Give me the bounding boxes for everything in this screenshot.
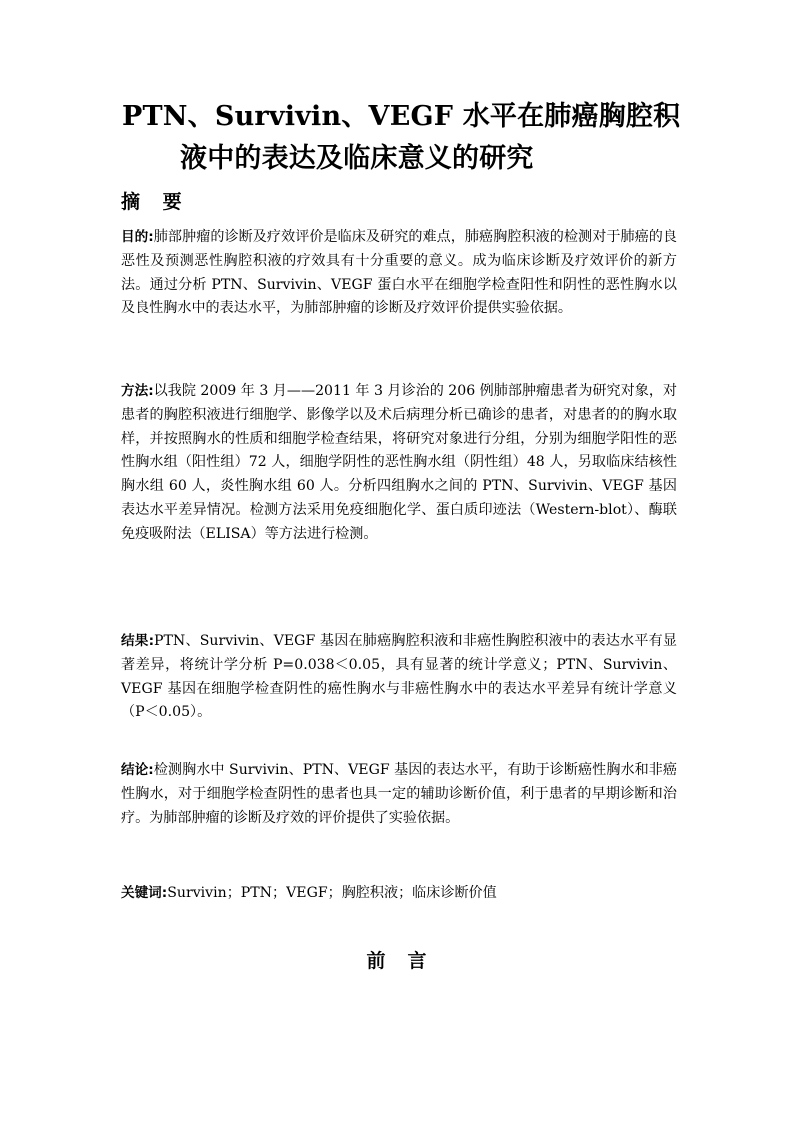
keywords-label: 关键词:: [121, 885, 168, 901]
result-label: 结果:: [121, 633, 155, 649]
abstract-purpose: [121, 226, 677, 321]
title-line-2: 液中的表达及临床意义的研究: [180, 143, 534, 174]
conclusion-label: 结论:: [121, 762, 154, 778]
preface-heading: 前言: [366, 950, 449, 972]
conclusion-text: 检测胸水中 Survivin、PTN、VEGF 基因的表达水平，有助于诊断癌性胸水和非癌性胸水，对于细胞学检查阴性的患者也具一定的辅助诊断价值，利于患者的早期诊断和治疗。为肺部肿瘤的诊断及疗效的评价提供了实验依据。: [121, 762, 677, 826]
abstract-method: [121, 380, 677, 547]
purpose-text: 肺部肿瘤的诊断及疗效评价是临床及研究的难点，肺癌胸腔积液的检测对于肺癌的良恶性及预测恶性胸腔积液的疗效具有十分重要的意义。成为临床诊断及疗效评价的新方法。通过分析 PTN、Survivin、VEGF 蛋白水平在细胞学检查阳性和阴性的恶性胸水以及良性胸水中的表达水平，为肺部肿瘤的诊断及疗效评价提供实验依据。: [121, 229, 678, 317]
keywords: [121, 882, 677, 906]
keywords-text: Survivin；PTN；VEGF；胸腔积液；临床诊断价值: [167, 885, 497, 901]
method-label: 方法:: [121, 383, 154, 399]
title-line-1: PTN、Survivin、VEGF 水平在肺癌胸腔积: [122, 101, 681, 132]
method-text: 以我院 2009 年 3 月——2011 年 3 月诊治的 206 例肺部肿瘤患者为研究对象，对患者的胸腔积液进行细胞学、影像学以及术后病理分析已确诊的患者，对患者的的胸水取样，并按照胸水的性质和细胞学检查结果，将研究对象进行分组，分别为细胞学阳性的恶性胸水组（阳性组）72 人，细胞学阴性的恶性胸水组（阴性组）48 人，另取临床结核性胸水组 60 人，炎性胸水组 60 人。分析四组胸水之间的 PTN、Survivin、VEGF 基因表达水平差异情况。检测方法采用免疫细胞化学、蛋白质印迹法（Western-blot）、酶联免疫吸附法（ELISA）等方法进行检测。: [121, 383, 678, 542]
abstract-heading: 摘 要: [121, 191, 190, 213]
purpose-label: 目的:: [121, 229, 154, 245]
paper-title: [100, 96, 700, 180]
abstract-result: [121, 630, 677, 725]
abstract-conclusion: [121, 759, 677, 830]
result-text: PTN、Survivin、VEGF 基因在肺癌胸腔积液和非癌性胸腔积液中的表达水平有显著差异，将统计学分析 P=0.038＜0.05，具有显著的统计学意义；PTN、Survivin、VEGF 基因在细胞学检查阴性的癌性胸水与非癌性胸水中的表达水平差异有统计学意义（P＜0.05）。: [121, 633, 678, 721]
